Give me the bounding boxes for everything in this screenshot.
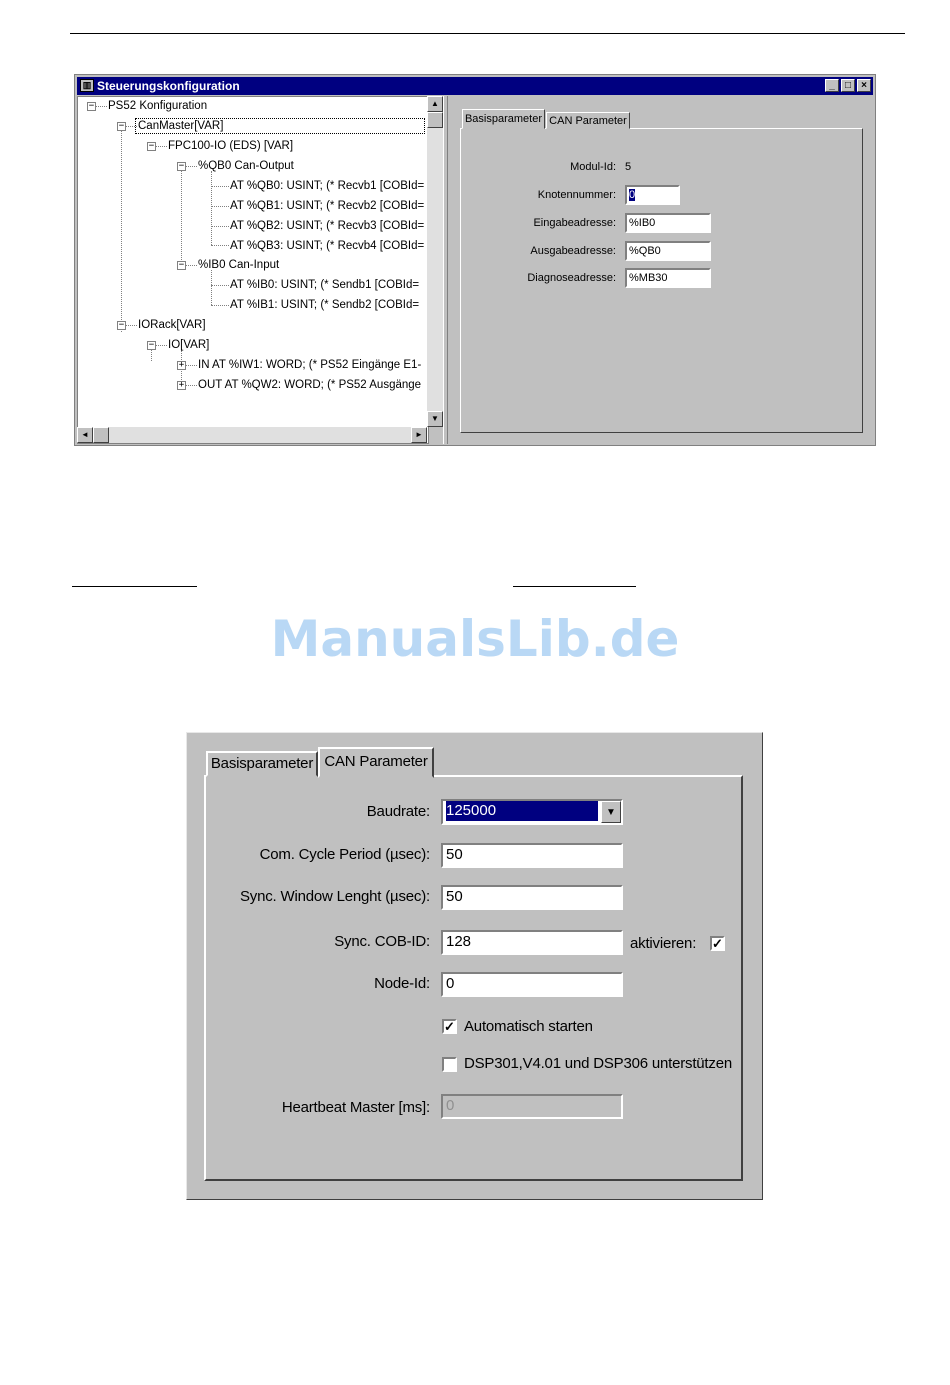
config-tree[interactable] [77,96,429,444]
aktivieren-label: aktivieren: [630,935,697,952]
scroll-down-button[interactable]: ▼ [427,411,443,427]
tree-connector [211,285,229,286]
tree-connector [96,106,107,107]
tree-toggle[interactable]: − [118,320,125,330]
node-id-label: Node-Id: [374,975,430,992]
knotennummer-value: 0 [629,189,636,201]
tree-connector [156,345,167,346]
tree-connector [151,350,152,361]
can-parameter-dialog [186,732,763,1200]
sync-window-label: Sync. Window Lenght (µsec): [240,888,430,905]
tree-connector [211,305,229,306]
tree-toggle[interactable]: + [178,380,185,390]
heartbeat-field: 0 [441,1094,623,1119]
ausgabeadresse-label: Ausgabeadresse: [530,245,616,257]
sync-cob-id-label: Sync. COB-ID: [334,933,430,950]
scroll-right-button[interactable]: ► [411,427,427,443]
tab-can-parameter[interactable]: CAN Parameter [546,112,630,129]
tab-can-parameter[interactable]: CAN Parameter [318,747,434,778]
tree-toggle[interactable]: − [178,161,185,171]
tree-toggle[interactable]: − [88,101,95,111]
tab-basisparameter[interactable]: Basisparameter [206,751,318,777]
tree-connector [211,206,229,207]
tree-item[interactable]: IORack[VAR] [138,319,206,331]
tree-item[interactable]: AT %QB2: USINT; (* Recvb3 [COBId= [230,220,425,232]
tree-vertical-scrollbar[interactable] [427,96,443,427]
tree-connector [186,166,197,167]
autostart-checkbox[interactable]: ✓ [442,1019,457,1034]
tree-item-selected[interactable]: CanMaster[VAR] [135,118,425,134]
tree-connector [186,365,197,366]
eingabeadresse-label: Eingabeadresse: [533,217,616,229]
autostart-label: Automatisch starten [464,1018,593,1035]
window-title: Steuerungskonfiguration [97,79,240,93]
dsp-label: DSP301,V4.01 und DSP306 unterstützen [464,1055,732,1072]
maximize-button[interactable]: □ [841,79,855,92]
diagnoseadresse-field[interactable]: %MB30 [625,268,711,288]
tree-toggle[interactable]: − [148,340,155,350]
tree-connector [186,385,197,386]
modul-id-value: 5 [625,161,632,173]
cycle-period-field[interactable]: 50 [441,843,623,868]
close-button[interactable]: × [857,79,871,92]
cycle-period-label: Com. Cycle Period (µsec): [259,846,430,863]
separator-rule-left [72,586,197,587]
tree-connector [211,186,229,187]
scroll-left-button[interactable]: ◄ [77,427,93,443]
tree-toggle[interactable]: − [148,141,155,151]
scroll-thumb[interactable] [93,427,109,443]
scroll-thumb[interactable] [427,112,443,128]
properties-pane [451,103,863,433]
baudrate-label: Baudrate: [366,803,430,820]
window-titlebar[interactable] [77,77,873,95]
knotennummer-field[interactable] [625,185,680,205]
page-top-rule [70,33,905,34]
diagnoseadresse-label: Diagnoseadresse: [527,272,616,284]
tree-horizontal-scrollbar[interactable] [77,427,427,443]
tree-connector [211,171,212,245]
tree-item[interactable]: IO[VAR] [168,339,210,351]
tree-connector [211,226,229,227]
tree-connector [181,170,182,260]
tree-item[interactable]: IN AT %IW1: WORD; (* PS52 Eingänge E1- [198,359,422,371]
ausgabeadresse-field[interactable]: %QB0 [625,241,711,261]
tree-toggle[interactable]: − [118,121,125,131]
tree-item[interactable]: %QB0 Can-Output [198,160,294,172]
tree-item[interactable]: PS52 Konfiguration [108,100,208,112]
sync-window-field[interactable]: 50 [441,885,623,910]
app-icon: ▥ [80,79,94,92]
tree-connector [211,270,212,305]
tree-connector [126,325,137,326]
tree-connector [186,265,197,266]
pane-splitter[interactable] [443,96,448,444]
heartbeat-label: Heartbeat Master [ms]: [281,1099,430,1116]
tree-item[interactable]: AT %QB1: USINT; (* Recvb2 [COBId= [230,200,425,212]
tree-item[interactable]: OUT AT %QW2: WORD; (* PS52 Ausgänge [198,379,422,391]
tree-connector [211,245,229,246]
tree-item[interactable]: AT %IB1: USINT; (* Sendb2 [COBId= [230,299,420,311]
tree-toggle[interactable]: + [178,360,185,370]
chevron-down-icon[interactable]: ▼ [601,801,621,823]
tree-connector [121,131,122,332]
watermark: ManualsLib.de [270,610,680,668]
sync-cob-id-field[interactable]: 128 [441,930,623,955]
baudrate-value: 125000 [446,801,598,821]
dsp-checkbox[interactable] [442,1057,457,1072]
tree-item[interactable]: %IB0 Can-Input [198,259,280,271]
knotennummer-label: Knotennummer: [537,189,616,201]
tree-item[interactable]: AT %IB0: USINT; (* Sendb1 [COBId= [230,279,420,291]
tab-basisparameter[interactable]: Basisparameter [462,109,545,129]
separator-rule-right [513,586,636,587]
baudrate-select[interactable] [441,799,623,825]
node-id-field[interactable]: 0 [441,972,623,997]
aktivieren-checkbox[interactable]: ✓ [710,936,725,951]
steuerungskonfiguration-window [74,74,876,446]
tree-connector [156,146,167,147]
tree-toggle[interactable]: − [178,260,185,270]
modul-id-label: Modul-Id: [570,161,616,173]
tree-item[interactable]: FPC100-IO (EDS) [VAR] [168,140,294,152]
scroll-up-button[interactable]: ▲ [427,96,443,112]
tree-item[interactable]: AT %QB3: USINT; (* Recvb4 [COBId= [230,240,425,252]
eingabeadresse-field[interactable]: %IB0 [625,213,711,233]
tree-item[interactable]: AT %QB0: USINT; (* Recvb1 [COBId= [230,180,425,192]
minimize-button[interactable]: _ [825,79,839,92]
